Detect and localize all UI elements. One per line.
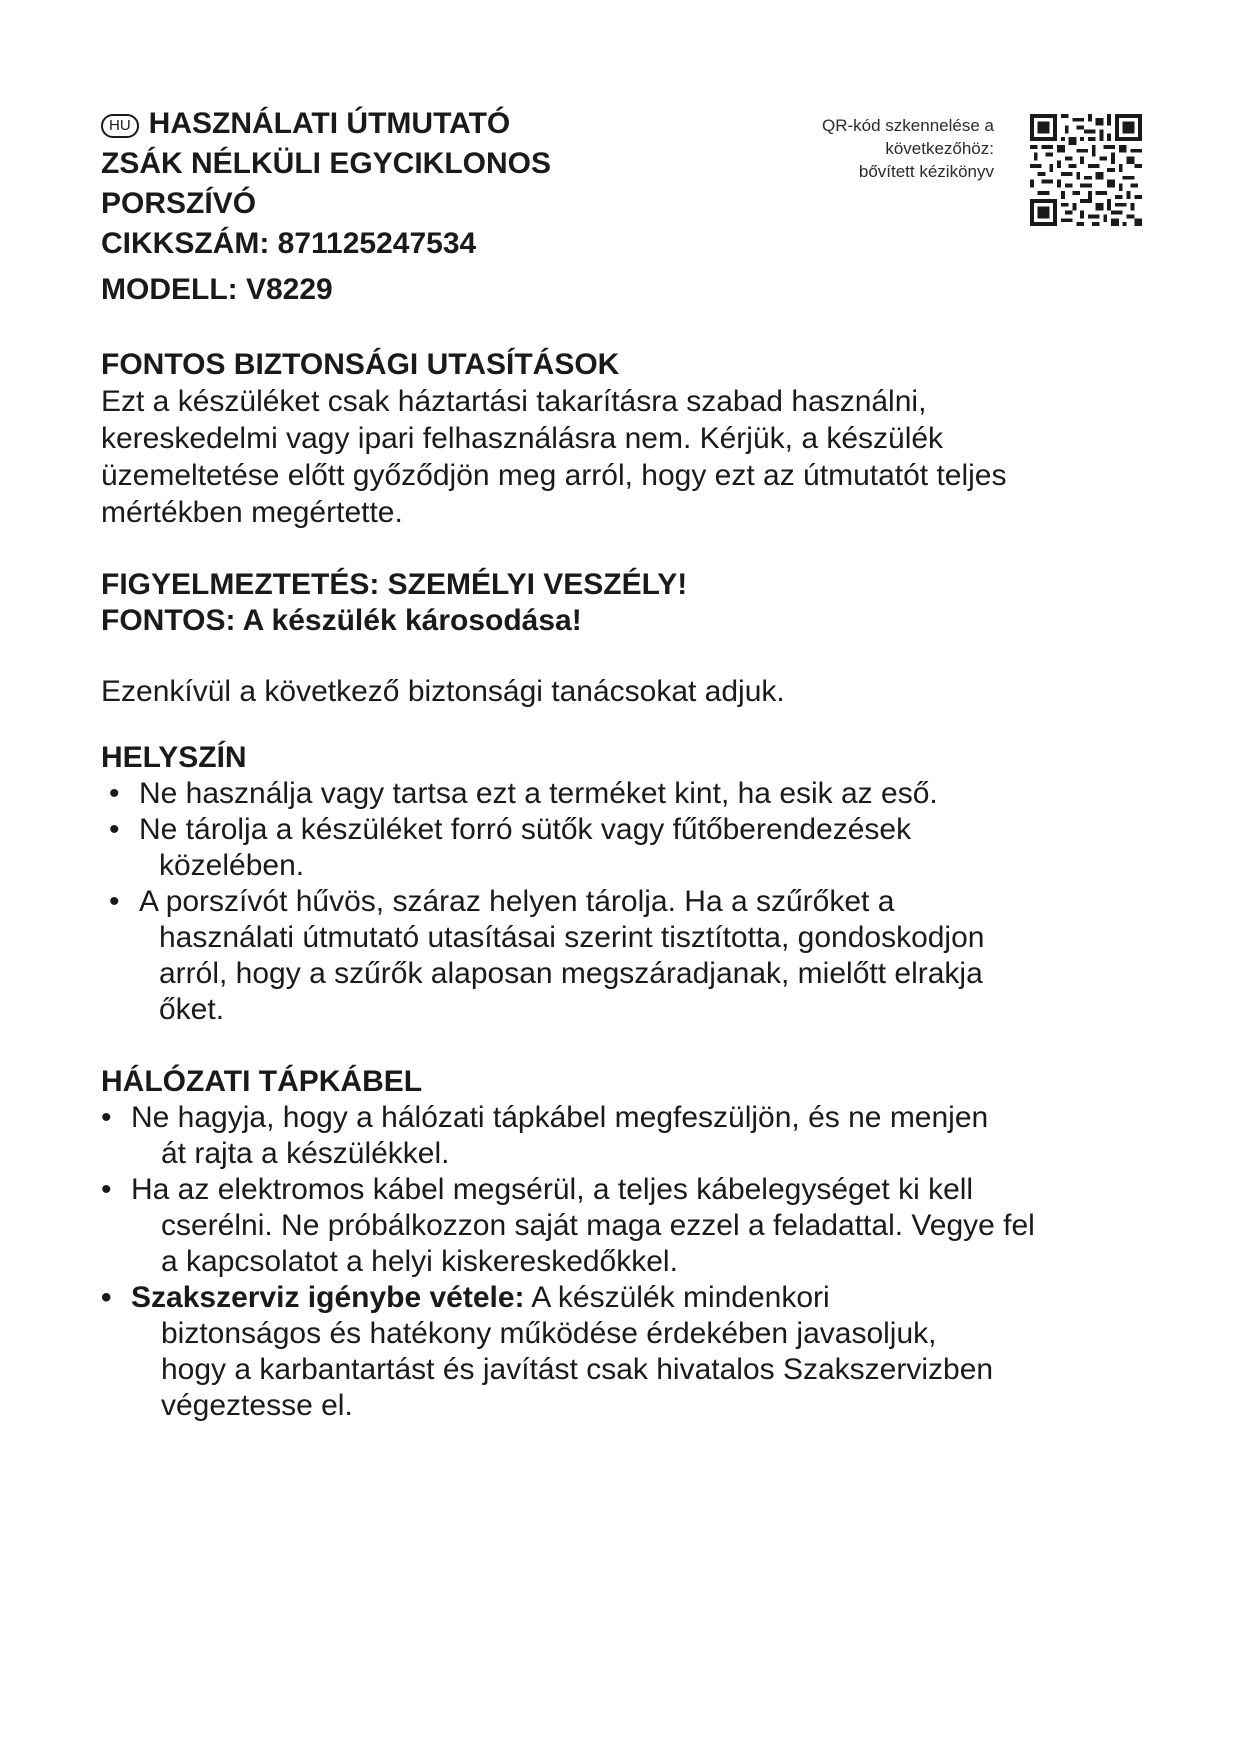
location-heading: HELYSZÍN: [101, 741, 247, 774]
list-item: [101, 812, 1161, 884]
qr-caption-line: bővített kézikönyv: [858, 162, 994, 181]
list-item: [101, 776, 1161, 812]
model-number: MODELL: V8229: [101, 273, 333, 306]
list-item: [101, 884, 1161, 1028]
list-item-text: Ha az elektromos kábel megsérül, a teljes kábelegységet ki kell: [131, 1173, 974, 1206]
list-item-text: Ne használja vagy tartsa ezt a terméket kint, ha esik az eső.: [139, 777, 938, 810]
list-item-continuation: végeztesse el.: [161, 1389, 353, 1422]
service-label: Szakszerviz igénybe vétele:: [131, 1281, 525, 1314]
title-block: [101, 104, 721, 310]
qr-caption: [760, 114, 994, 183]
service-text: A készülék mindenkori: [524, 1281, 830, 1314]
list-item-continuation: biztonságos és hatékony működése érdekében javasoljuk,: [161, 1317, 937, 1350]
bullet-icon: •: [109, 777, 120, 810]
safety-heading: FONTOS BIZTONSÁGI UTASÍTÁSOK: [101, 348, 620, 381]
title-line-2: ZSÁK NÉLKÜLI EGYCIKLONOS: [101, 147, 552, 180]
warning-personal-danger: FIGYELMEZTETÉS: SZEMÉLYI VESZÉLY!: [101, 568, 688, 601]
list-item-continuation: a kapcsolatot a helyi kiskereskedőkkel.: [161, 1245, 678, 1278]
list-item-continuation: cserélni. Ne próbálkozzon saját maga ezzel a feladattal. Vegye fel: [161, 1209, 1035, 1242]
intro-line: üzemeltetése előtt győződjön meg arról, hogy ezt az útmutatót teljes: [101, 459, 1007, 492]
list-item-continuation: őket.: [159, 993, 225, 1026]
title-line-3: PORSZÍVÓ: [101, 187, 257, 220]
list-item-text: [131, 1280, 1161, 1316]
list-item-text: Ne hagyja, hogy a hálózati tápkábel megfeszüljön, és ne menjen: [131, 1101, 989, 1134]
list-item: [101, 1172, 1161, 1280]
language-badge: HU: [101, 114, 139, 138]
warning-device-damage: FONTOS: A készülék károsodása!: [101, 604, 582, 637]
bullet-icon: •: [101, 1281, 112, 1314]
bullet-icon: •: [109, 885, 120, 918]
list-item-text: Ne tárolja a készüléket forró sütők vagy fűtőberendezések: [139, 813, 912, 846]
list-item-service: [101, 1280, 1161, 1424]
intro-line: Ezt a készüléket csak háztartási takarításra szabad használni,: [101, 385, 927, 418]
list-item-continuation: hogy a karbantartást és javítást csak hivatalos Szakszervizben: [161, 1353, 994, 1386]
intro-line: mértékben megértette.: [101, 496, 403, 529]
qr-caption-line: következőhöz:: [885, 139, 994, 158]
list-item: [101, 1100, 1161, 1172]
location-list: [101, 776, 1161, 1028]
list-item-text: A porszívót hűvös, száraz helyen tárolja. Ha a szűrőket a: [139, 885, 895, 918]
safety-intro: [101, 383, 1161, 531]
bullet-icon: •: [109, 813, 120, 846]
power-cable-list: [101, 1100, 1161, 1424]
bullet-icon: •: [101, 1101, 112, 1134]
article-number: CIKKSZÁM: 871125247534: [101, 227, 477, 260]
title-line-1: [101, 104, 721, 144]
list-item-continuation: arról, hogy a szűrők alaposan megszáradjanak, mielőtt elrakja: [159, 957, 983, 990]
additional-advice: Ezenkívül a következő biztonsági tanácsokat adjuk.: [101, 675, 785, 708]
qr-caption-line: QR-kód szkennelése a: [822, 116, 994, 135]
content: [101, 347, 1161, 1424]
power-cable-heading: HÁLÓZATI TÁPKÁBEL: [101, 1065, 423, 1098]
intro-line: kereskedelmi vagy ipari felhasználásra nem. Kérjük, a készülék: [101, 422, 944, 455]
list-item-continuation: át rajta a készülékkel.: [161, 1137, 450, 1170]
bullet-icon: •: [101, 1173, 112, 1206]
list-item-continuation: közelében.: [159, 849, 305, 882]
qr-code-icon[interactable]: [1030, 114, 1142, 226]
manual-title: HASZNÁLATI ÚTMUTATÓ: [148, 107, 511, 140]
list-item-continuation: használati útmutató utasításai szerint tisztította, gondoskodjon: [159, 921, 985, 954]
